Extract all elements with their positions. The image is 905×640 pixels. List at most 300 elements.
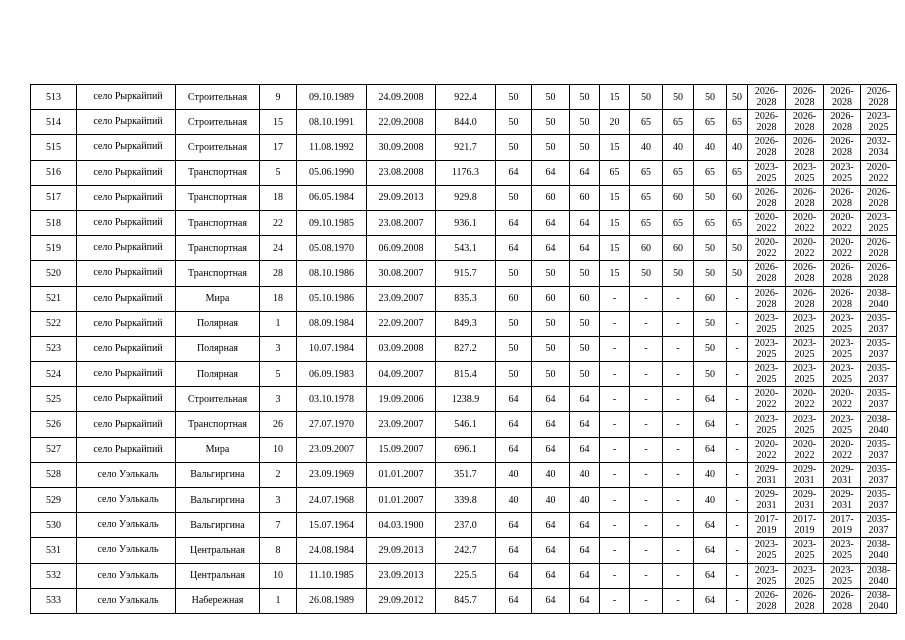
value-cell: 50 — [496, 261, 532, 286]
period-cell — [824, 236, 861, 261]
value-cell: - — [630, 563, 663, 588]
period-cell — [861, 160, 897, 185]
period-cell — [786, 110, 824, 135]
value-cell: 50 — [694, 85, 727, 110]
date-survey-cell: 04.09.2007 — [367, 362, 436, 387]
value-cell: 50 — [570, 85, 600, 110]
period-end: 2028 — [832, 197, 852, 209]
period-start: 2023- — [792, 539, 817, 551]
period-end: 2025 — [794, 348, 815, 360]
value-cell: - — [727, 437, 748, 462]
value-cell: - — [663, 387, 694, 412]
locality-label: село Рыркайпий — [93, 342, 163, 354]
date-built-cell: 15.07.1964 — [297, 513, 367, 538]
period-cell — [861, 236, 897, 261]
period-cell — [824, 210, 861, 235]
value-cell: 50 — [727, 85, 748, 110]
area-cell: 844.0 — [436, 110, 496, 135]
value-cell: - — [630, 462, 663, 487]
value-cell: 50 — [663, 261, 694, 286]
value-cell: - — [600, 488, 630, 513]
locality-cell — [77, 236, 176, 261]
value-cell: 64 — [570, 513, 600, 538]
street-cell: Вальгиргина — [176, 513, 260, 538]
area-cell: 546.1 — [436, 412, 496, 437]
date-survey-cell: 03.09.2008 — [367, 336, 436, 361]
house-number-cell: 9 — [260, 85, 297, 110]
value-cell: 50 — [694, 311, 727, 336]
value-cell: - — [727, 336, 748, 361]
period-end: 2028 — [832, 147, 852, 159]
period-cell — [824, 311, 861, 336]
value-cell: 50 — [727, 261, 748, 286]
value-cell: - — [600, 286, 630, 311]
period-start: 2020- — [830, 212, 854, 224]
period-start: 2020- — [792, 388, 817, 400]
period-cell — [824, 488, 861, 513]
period-cell — [861, 286, 897, 311]
value-cell: - — [630, 311, 663, 336]
period-end: 2022 — [794, 399, 815, 411]
value-cell: - — [663, 588, 694, 613]
row-number: 518 — [31, 210, 77, 235]
table-row — [31, 513, 897, 538]
row-number: 524 — [31, 362, 77, 387]
period-end: 2025 — [832, 323, 852, 335]
date-built-cell: 05.08.1970 — [297, 236, 367, 261]
period-cell — [824, 110, 861, 135]
value-cell: 60 — [727, 185, 748, 210]
period-start: 2020- — [792, 438, 817, 450]
period-start: 2023- — [830, 363, 854, 375]
period-end: 2022 — [756, 399, 777, 411]
value-cell: 65 — [663, 110, 694, 135]
value-cell: 50 — [694, 336, 727, 361]
period-start: 2023- — [830, 312, 854, 324]
value-cell: 64 — [532, 437, 570, 462]
area-cell: 696.1 — [436, 437, 496, 462]
period-end: 2031 — [832, 500, 852, 512]
street-cell: Транспортная — [176, 210, 260, 235]
period-start: 2035- — [866, 514, 891, 526]
period-start: 2026- — [830, 287, 854, 299]
date-survey-cell: 22.09.2007 — [367, 311, 436, 336]
period-cell — [861, 588, 897, 613]
row-number: 520 — [31, 261, 77, 286]
period-cell — [748, 135, 786, 160]
locality-label: село Уэлькаль — [97, 569, 159, 581]
value-cell: - — [663, 311, 694, 336]
locality-label: село Рыркайпий — [93, 317, 163, 329]
value-cell: 64 — [570, 160, 600, 185]
value-cell: 64 — [496, 538, 532, 563]
value-cell: 65 — [630, 210, 663, 235]
street-cell: Транспортная — [176, 160, 260, 185]
street-cell: Строительная — [176, 85, 260, 110]
value-cell: - — [600, 513, 630, 538]
value-cell: 15 — [600, 185, 630, 210]
area-cell: 936.1 — [436, 210, 496, 235]
value-cell: 50 — [630, 261, 663, 286]
period-end: 2019 — [794, 525, 815, 537]
period-end: 2037 — [868, 348, 889, 360]
value-cell: - — [600, 412, 630, 437]
date-survey-cell: 29.09.2013 — [367, 185, 436, 210]
value-cell: 60 — [663, 236, 694, 261]
period-cell — [786, 412, 824, 437]
value-cell: - — [663, 513, 694, 538]
value-cell: 64 — [496, 513, 532, 538]
period-end: 2028 — [868, 97, 889, 109]
period-end: 2022 — [756, 449, 777, 461]
locality-label: село Рыркайпий — [93, 443, 163, 455]
value-cell: - — [630, 437, 663, 462]
period-cell — [786, 462, 824, 487]
area-cell: 351.7 — [436, 462, 496, 487]
date-survey-cell: 23.09.2013 — [367, 563, 436, 588]
period-start: 2023- — [792, 564, 817, 576]
value-cell: - — [727, 462, 748, 487]
house-number-cell: 7 — [260, 513, 297, 538]
locality-cell — [77, 286, 176, 311]
value-cell: 60 — [630, 236, 663, 261]
period-end: 2022 — [832, 223, 852, 235]
area-cell: 845.7 — [436, 588, 496, 613]
table-row — [31, 311, 897, 336]
area-cell: 915.7 — [436, 261, 496, 286]
period-end: 2025 — [832, 550, 852, 562]
period-end: 2025 — [756, 550, 777, 562]
period-end: 2031 — [756, 474, 777, 486]
value-cell: - — [630, 513, 663, 538]
period-start: 2017- — [792, 514, 817, 526]
table-row — [31, 135, 897, 160]
value-cell: 50 — [496, 362, 532, 387]
table-row — [31, 538, 897, 563]
period-start: 2023- — [866, 212, 891, 224]
period-start: 2026- — [792, 262, 817, 274]
value-cell: 64 — [570, 563, 600, 588]
period-cell — [824, 185, 861, 210]
locality-label: село Рыркайпий — [93, 393, 163, 405]
value-cell: 20 — [600, 110, 630, 135]
value-cell: 64 — [532, 538, 570, 563]
date-survey-cell: 01.01.2007 — [367, 462, 436, 487]
period-end: 2019 — [832, 525, 852, 537]
period-end: 2037 — [868, 449, 889, 461]
date-built-cell: 08.09.1984 — [297, 311, 367, 336]
period-end: 2037 — [868, 374, 889, 386]
area-cell: 849.3 — [436, 311, 496, 336]
locality-label: село Рыркайпий — [93, 368, 163, 380]
period-start: 2026- — [830, 589, 854, 601]
row-number: 519 — [31, 236, 77, 261]
locality-cell — [77, 311, 176, 336]
locality-cell — [77, 210, 176, 235]
period-end: 2025 — [756, 348, 777, 360]
period-start: 2026- — [754, 262, 779, 274]
value-cell: 15 — [600, 236, 630, 261]
period-cell — [824, 588, 861, 613]
period-cell — [861, 538, 897, 563]
period-start: 2026- — [830, 86, 854, 98]
period-start: 2020- — [754, 388, 779, 400]
period-end: 2025 — [794, 172, 815, 184]
period-start: 2035- — [866, 438, 891, 450]
locality-cell — [77, 387, 176, 412]
period-start: 2020- — [830, 388, 854, 400]
period-cell — [824, 538, 861, 563]
street-cell: Строительная — [176, 135, 260, 160]
street-cell: Строительная — [176, 110, 260, 135]
period-start: 2026- — [866, 262, 891, 274]
date-survey-cell: 22.09.2008 — [367, 110, 436, 135]
locality-label: село Рыркайпий — [93, 418, 163, 430]
value-cell: 50 — [496, 110, 532, 135]
value-cell: 64 — [694, 563, 727, 588]
locality-cell — [77, 185, 176, 210]
period-cell — [861, 311, 897, 336]
value-cell: 15 — [600, 85, 630, 110]
period-cell — [748, 236, 786, 261]
locality-label: село Рыркайпий — [93, 166, 163, 178]
table-row — [31, 286, 897, 311]
row-number: 521 — [31, 286, 77, 311]
locality-cell — [77, 513, 176, 538]
value-cell: 64 — [532, 513, 570, 538]
row-number: 513 — [31, 85, 77, 110]
date-built-cell: 23.09.2007 — [297, 437, 367, 462]
date-built-cell: 27.07.1970 — [297, 412, 367, 437]
value-cell: - — [663, 336, 694, 361]
period-start: 2020- — [754, 237, 779, 249]
date-survey-cell: 30.08.2007 — [367, 261, 436, 286]
value-cell: 65 — [630, 185, 663, 210]
period-cell — [786, 538, 824, 563]
date-built-cell: 11.08.1992 — [297, 135, 367, 160]
locality-cell — [77, 412, 176, 437]
period-start: 2023- — [754, 312, 779, 324]
value-cell: 60 — [694, 286, 727, 311]
value-cell: 50 — [694, 185, 727, 210]
period-cell — [786, 336, 824, 361]
table-row — [31, 387, 897, 412]
period-cell — [861, 185, 897, 210]
value-cell: - — [663, 412, 694, 437]
period-end: 2040 — [868, 424, 889, 436]
date-built-cell: 05.10.1986 — [297, 286, 367, 311]
period-end: 2022 — [832, 399, 852, 411]
value-cell: 64 — [570, 387, 600, 412]
table-row — [31, 185, 897, 210]
period-cell — [824, 387, 861, 412]
locality-label: село Уэлькаль — [97, 594, 159, 606]
period-start: 2035- — [866, 388, 891, 400]
value-cell: 50 — [570, 362, 600, 387]
table-row — [31, 160, 897, 185]
date-survey-cell: 29.09.2013 — [367, 538, 436, 563]
period-start: 2023- — [830, 161, 854, 173]
period-start: 2038- — [866, 589, 891, 601]
date-survey-cell: 23.08.2007 — [367, 210, 436, 235]
locality-label: село Уэлькаль — [97, 494, 159, 506]
value-cell: 40 — [694, 135, 727, 160]
period-cell — [824, 135, 861, 160]
house-number-cell: 17 — [260, 135, 297, 160]
period-start: 2026- — [792, 287, 817, 299]
period-start: 2017- — [754, 514, 779, 526]
value-cell: 60 — [663, 185, 694, 210]
period-start: 2023- — [792, 312, 817, 324]
period-cell — [824, 85, 861, 110]
period-cell — [786, 488, 824, 513]
period-cell — [861, 210, 897, 235]
period-end: 2025 — [832, 575, 852, 587]
period-end: 2028 — [832, 122, 852, 134]
period-start: 2038- — [866, 287, 891, 299]
period-end: 2028 — [868, 197, 889, 209]
date-survey-cell: 06.09.2008 — [367, 236, 436, 261]
value-cell: - — [630, 588, 663, 613]
period-cell — [786, 185, 824, 210]
value-cell: - — [727, 286, 748, 311]
date-built-cell: 08.10.1986 — [297, 261, 367, 286]
value-cell: 64 — [496, 387, 532, 412]
value-cell: 64 — [694, 538, 727, 563]
period-end: 2025 — [868, 223, 889, 235]
house-number-cell: 3 — [260, 336, 297, 361]
period-end: 2022 — [832, 449, 852, 461]
period-cell — [824, 336, 861, 361]
value-cell: - — [630, 336, 663, 361]
value-cell: 40 — [496, 488, 532, 513]
period-start: 2026- — [830, 111, 854, 123]
period-cell — [861, 563, 897, 588]
period-end: 2028 — [794, 298, 815, 310]
period-start: 2029- — [830, 489, 854, 501]
period-cell — [786, 236, 824, 261]
period-cell — [824, 462, 861, 487]
date-built-cell: 03.10.1978 — [297, 387, 367, 412]
period-end: 2037 — [868, 323, 889, 335]
house-number-cell: 2 — [260, 462, 297, 487]
locality-label: село Рыркайпий — [93, 91, 163, 103]
period-cell — [861, 513, 897, 538]
date-built-cell: 09.10.1989 — [297, 85, 367, 110]
period-end: 2025 — [794, 323, 815, 335]
period-cell — [748, 412, 786, 437]
period-end: 2031 — [832, 474, 852, 486]
street-cell: Транспортная — [176, 412, 260, 437]
value-cell: 50 — [532, 261, 570, 286]
row-number: 530 — [31, 513, 77, 538]
period-cell — [748, 261, 786, 286]
value-cell: 40 — [727, 135, 748, 160]
period-start: 2038- — [866, 539, 891, 551]
value-cell: 50 — [496, 185, 532, 210]
period-cell — [861, 488, 897, 513]
period-end: 2022 — [832, 248, 852, 260]
date-built-cell: 09.10.1985 — [297, 210, 367, 235]
period-start: 2026- — [866, 86, 891, 98]
value-cell: 64 — [496, 160, 532, 185]
period-cell — [748, 462, 786, 487]
period-start: 2026- — [754, 589, 779, 601]
value-cell: 64 — [532, 412, 570, 437]
period-end: 2028 — [756, 600, 777, 612]
date-survey-cell: 23.09.2007 — [367, 286, 436, 311]
period-start: 2020- — [754, 438, 779, 450]
period-start: 2023- — [754, 413, 779, 425]
period-cell — [786, 210, 824, 235]
period-start: 2026- — [830, 186, 854, 198]
period-end: 2034 — [868, 147, 889, 159]
period-start: 2026- — [792, 589, 817, 601]
value-cell: 65 — [694, 210, 727, 235]
house-number-cell: 1 — [260, 311, 297, 336]
period-end: 2025 — [756, 575, 777, 587]
value-cell: - — [600, 588, 630, 613]
value-cell: 65 — [694, 160, 727, 185]
value-cell: 65 — [727, 210, 748, 235]
date-built-cell: 06.09.1983 — [297, 362, 367, 387]
period-start: 2023- — [792, 413, 817, 425]
house-number-cell: 1 — [260, 588, 297, 613]
value-cell: 50 — [570, 261, 600, 286]
value-cell: 50 — [630, 85, 663, 110]
period-end: 2022 — [756, 248, 777, 260]
area-cell: 242.7 — [436, 538, 496, 563]
value-cell: 40 — [496, 462, 532, 487]
period-cell — [861, 110, 897, 135]
period-end: 2028 — [832, 600, 852, 612]
period-end: 2028 — [794, 147, 815, 159]
house-number-cell: 15 — [260, 110, 297, 135]
period-start: 2026- — [792, 136, 817, 148]
value-cell: 15 — [600, 135, 630, 160]
value-cell: 50 — [570, 311, 600, 336]
period-start: 2020- — [792, 237, 817, 249]
period-start: 2029- — [754, 489, 779, 501]
locality-cell — [77, 437, 176, 462]
value-cell: 50 — [496, 311, 532, 336]
table-row — [31, 588, 897, 613]
period-end: 2040 — [868, 600, 889, 612]
table-row — [31, 261, 897, 286]
value-cell: 50 — [694, 261, 727, 286]
house-number-cell: 22 — [260, 210, 297, 235]
row-number: 516 — [31, 160, 77, 185]
value-cell: 15 — [600, 261, 630, 286]
table-row — [31, 412, 897, 437]
period-end: 2025 — [794, 575, 815, 587]
area-cell: 815.4 — [436, 362, 496, 387]
period-start: 2038- — [866, 564, 891, 576]
value-cell: 40 — [663, 135, 694, 160]
period-cell — [861, 85, 897, 110]
period-cell — [786, 437, 824, 462]
value-cell: 40 — [532, 488, 570, 513]
area-cell: 922.4 — [436, 85, 496, 110]
period-start: 2026- — [754, 136, 779, 148]
period-start: 2017- — [830, 514, 854, 526]
value-cell: 64 — [496, 412, 532, 437]
value-cell: - — [600, 311, 630, 336]
value-cell: 64 — [570, 588, 600, 613]
period-cell — [861, 261, 897, 286]
period-end: 2028 — [794, 97, 815, 109]
period-start: 2023- — [830, 564, 854, 576]
